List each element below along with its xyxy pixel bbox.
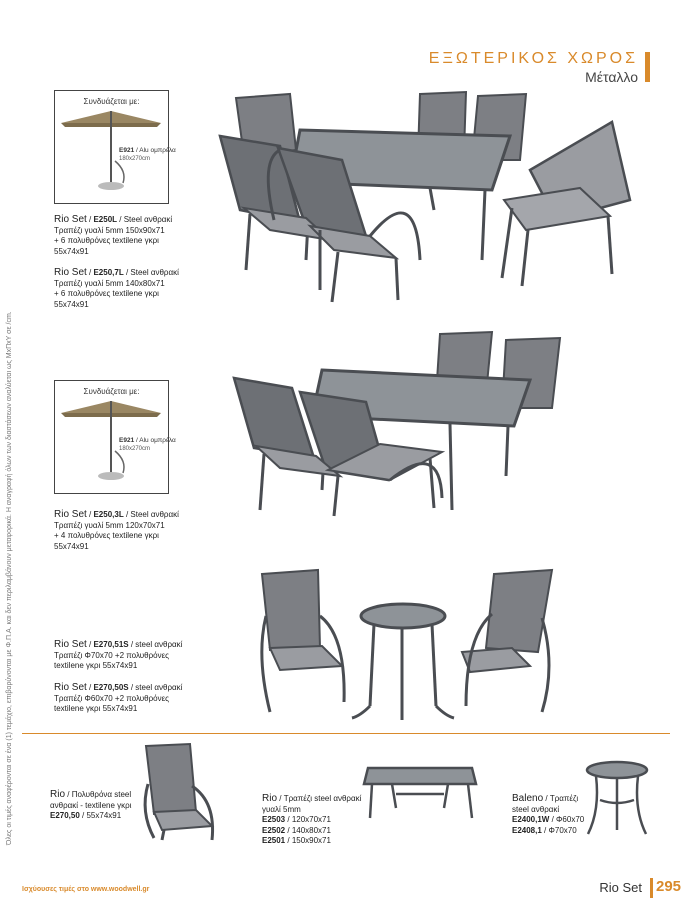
- product-armchair: Rio / Πολυθρόνα steel ανθρακί - textilene γκρι E270,50 / 55x74x91: [50, 790, 150, 822]
- product-line: + 6 πολυθρόνες textilene γκρι: [54, 236, 159, 245]
- variant-dims: Φ60x70: [556, 815, 585, 824]
- footer-website-note: Ισχύουσες τιμές στο www.woodwell.gr: [22, 886, 150, 893]
- combo-caption: E921 / Alu ομπρέλα: [119, 437, 176, 444]
- product-line: 55x74x91: [54, 541, 89, 551]
- product-name: Baleno: [512, 793, 544, 804]
- product-line: textilene γκρι 55x74x91: [54, 704, 138, 713]
- product-line: Τραπέζι γυαλί 5mm 150x90x71: [54, 225, 165, 235]
- product-line: Τραπέζι γυαλί 5mm 140x80x71: [54, 278, 165, 288]
- page-number: 295: [656, 878, 682, 895]
- product-name: Rio Set: [54, 214, 87, 225]
- product-name: Rio: [50, 789, 66, 800]
- product-line: + 4 πολυθρόνες textilene γκρι: [54, 531, 159, 540]
- variant-code: E2502: [262, 825, 286, 835]
- product-finish: Steel ανθρακί: [130, 268, 179, 277]
- variant-dims: Φ70x70: [548, 825, 577, 835]
- product-desc: Πολυθρόνα steel: [71, 790, 132, 799]
- armchair-image: [140, 742, 220, 842]
- product-e27050s: Rio Set / E270,50S / steel ανθρακί Τραπέζι Φ60x70 +2 πολυθρόνες textilene γκρι 55x74x91: [54, 683, 194, 715]
- umbrella-icon: [55, 91, 168, 191]
- section-title: ΕΞΩΤΕΡΙΚΟΣ ΧΩΡΟΣ: [428, 50, 638, 67]
- section-subtitle: Μέταλλο: [585, 69, 638, 85]
- product-name: Rio Set: [54, 639, 87, 650]
- side-disclaimer: Όλες οι τιμές αναφέρονται σε ένα (1) τεμάχιο, επιβαρύνονται με Φ.Π.Α. και δεν περιλαμβάνουν μεταφορικά. Η αναγραφή όλων των διαστάσεων αναλύεται ως ΜxΠxΥ σε /cm.: [6, 311, 13, 845]
- product-line: + 6 πολυθρόνες textilene γκρι: [54, 289, 159, 298]
- combo-heading: Συνδυάζεται με:: [83, 97, 140, 106]
- section-divider: [22, 733, 670, 734]
- product-baleno: Baleno / Τραπέζι steel ανθρακί E2400,1W / Φ60x70 E2408,1 / Φ70x70: [512, 794, 612, 836]
- combo-name: Alu ομπρέλα: [139, 147, 176, 154]
- product-code: E250,7L: [93, 268, 124, 277]
- header-accent-bar: [645, 52, 650, 82]
- product-line: Τραπέζι γυαλί 5mm 120x70x71: [54, 520, 165, 530]
- variant-code: E2501: [262, 836, 286, 845]
- dining-set-6-image: [220, 90, 640, 310]
- umbrella-icon: [55, 381, 168, 481]
- variant-dims: 140x80x71: [291, 825, 331, 835]
- product-line: textilene γκρι 55x74x91: [54, 661, 138, 670]
- product-finish: Steel ανθρακί: [130, 510, 179, 519]
- product-desc: γυαλί 5mm: [262, 804, 301, 814]
- combo-caption: E921 / Alu ομπρέλα: [119, 147, 176, 154]
- combo-heading: Συνδυάζεται με:: [83, 387, 140, 396]
- product-e2503l: Rio Set / E250,3L / Steel ανθρακί Τραπέζι γυαλί 5mm 120x70x71 + 4 πολυθρόνες textilene γκρι 55x74x91: [54, 510, 189, 552]
- variant-dims: 120x70x71: [291, 815, 331, 824]
- product-desc: ανθρακί - textilene γκρι: [50, 800, 132, 810]
- product-line: Τραπέζι Φ60x70 +2 πολυθρόνες: [54, 693, 170, 703]
- product-finish: steel ανθρακί: [135, 683, 183, 692]
- combo-name: Alu ομπρέλα: [139, 437, 176, 444]
- product-finish: steel ανθρακί: [135, 640, 183, 649]
- product-code: E250L: [93, 215, 118, 224]
- product-name: Rio Set: [54, 267, 87, 278]
- umbrella-combo-box: [54, 380, 176, 494]
- dining-set-4-image: [230, 330, 560, 520]
- variant-code: E2503: [262, 815, 286, 824]
- product-desc: steel ανθρακί: [512, 804, 560, 814]
- footer-section-name: Rio Set: [599, 880, 642, 895]
- product-desc: Τραπέζι steel ανθρακί: [283, 794, 362, 803]
- product-e250l: Rio Set / E250L / Steel ανθρακί Τραπέζι γυαλί 5mm 150x90x71 + 6 πολυθρόνες textilene γκρι 55x74x91: [54, 215, 184, 257]
- combo-code: E921: [119, 147, 135, 154]
- product-desc: Τραπέζι: [549, 794, 579, 803]
- product-name: Rio Set: [54, 509, 87, 520]
- product-line: 55x74x91: [54, 246, 89, 256]
- bistro-set-image: [256, 566, 556, 726]
- variant-dims: 150x90x71: [291, 836, 331, 845]
- product-code: E270,50S: [93, 683, 129, 692]
- product-e27051s: Rio Set / E270,51S / steel ανθρακί Τραπέζι Φ70x70 +2 πολυθρόνες textilene γκρι 55x74x91: [54, 640, 194, 672]
- product-code: E250,3L: [93, 510, 124, 519]
- footer-accent-bar: [650, 878, 653, 898]
- product-name: Rio Set: [54, 682, 87, 693]
- combo-dims: 180x270cm: [119, 446, 151, 452]
- combo-code: E921: [119, 437, 135, 444]
- variant-code: E2408,1: [512, 825, 542, 835]
- product-dims: 55x74x91: [86, 811, 122, 820]
- combo-dims: 180x270cm: [119, 156, 151, 162]
- product-line: 55x74x91: [54, 299, 89, 309]
- umbrella-combo-box: [54, 90, 176, 204]
- variant-code: E2400,1W: [512, 815, 550, 824]
- product-e2507l: Rio Set / E250,7L / Steel ανθρακί Τραπέζι γυαλί 5mm 140x80x71 + 6 πολυθρόνες textilene γκρι 55x74x91: [54, 268, 189, 310]
- product-line: Τραπέζι Φ70x70 +2 πολυθρόνες: [54, 650, 170, 660]
- product-name: Rio: [262, 793, 278, 804]
- product-finish: Steel ανθρακί: [123, 215, 173, 224]
- product-rio-table: Rio / Τραπέζι steel ανθρακί γυαλί 5mm E2503 / 120x70x71 E2502 / 140x80x71 E2501 / 150x90x71: [262, 794, 382, 847]
- product-code: E270,51S: [93, 640, 129, 649]
- product-code: E270,50: [50, 811, 80, 820]
